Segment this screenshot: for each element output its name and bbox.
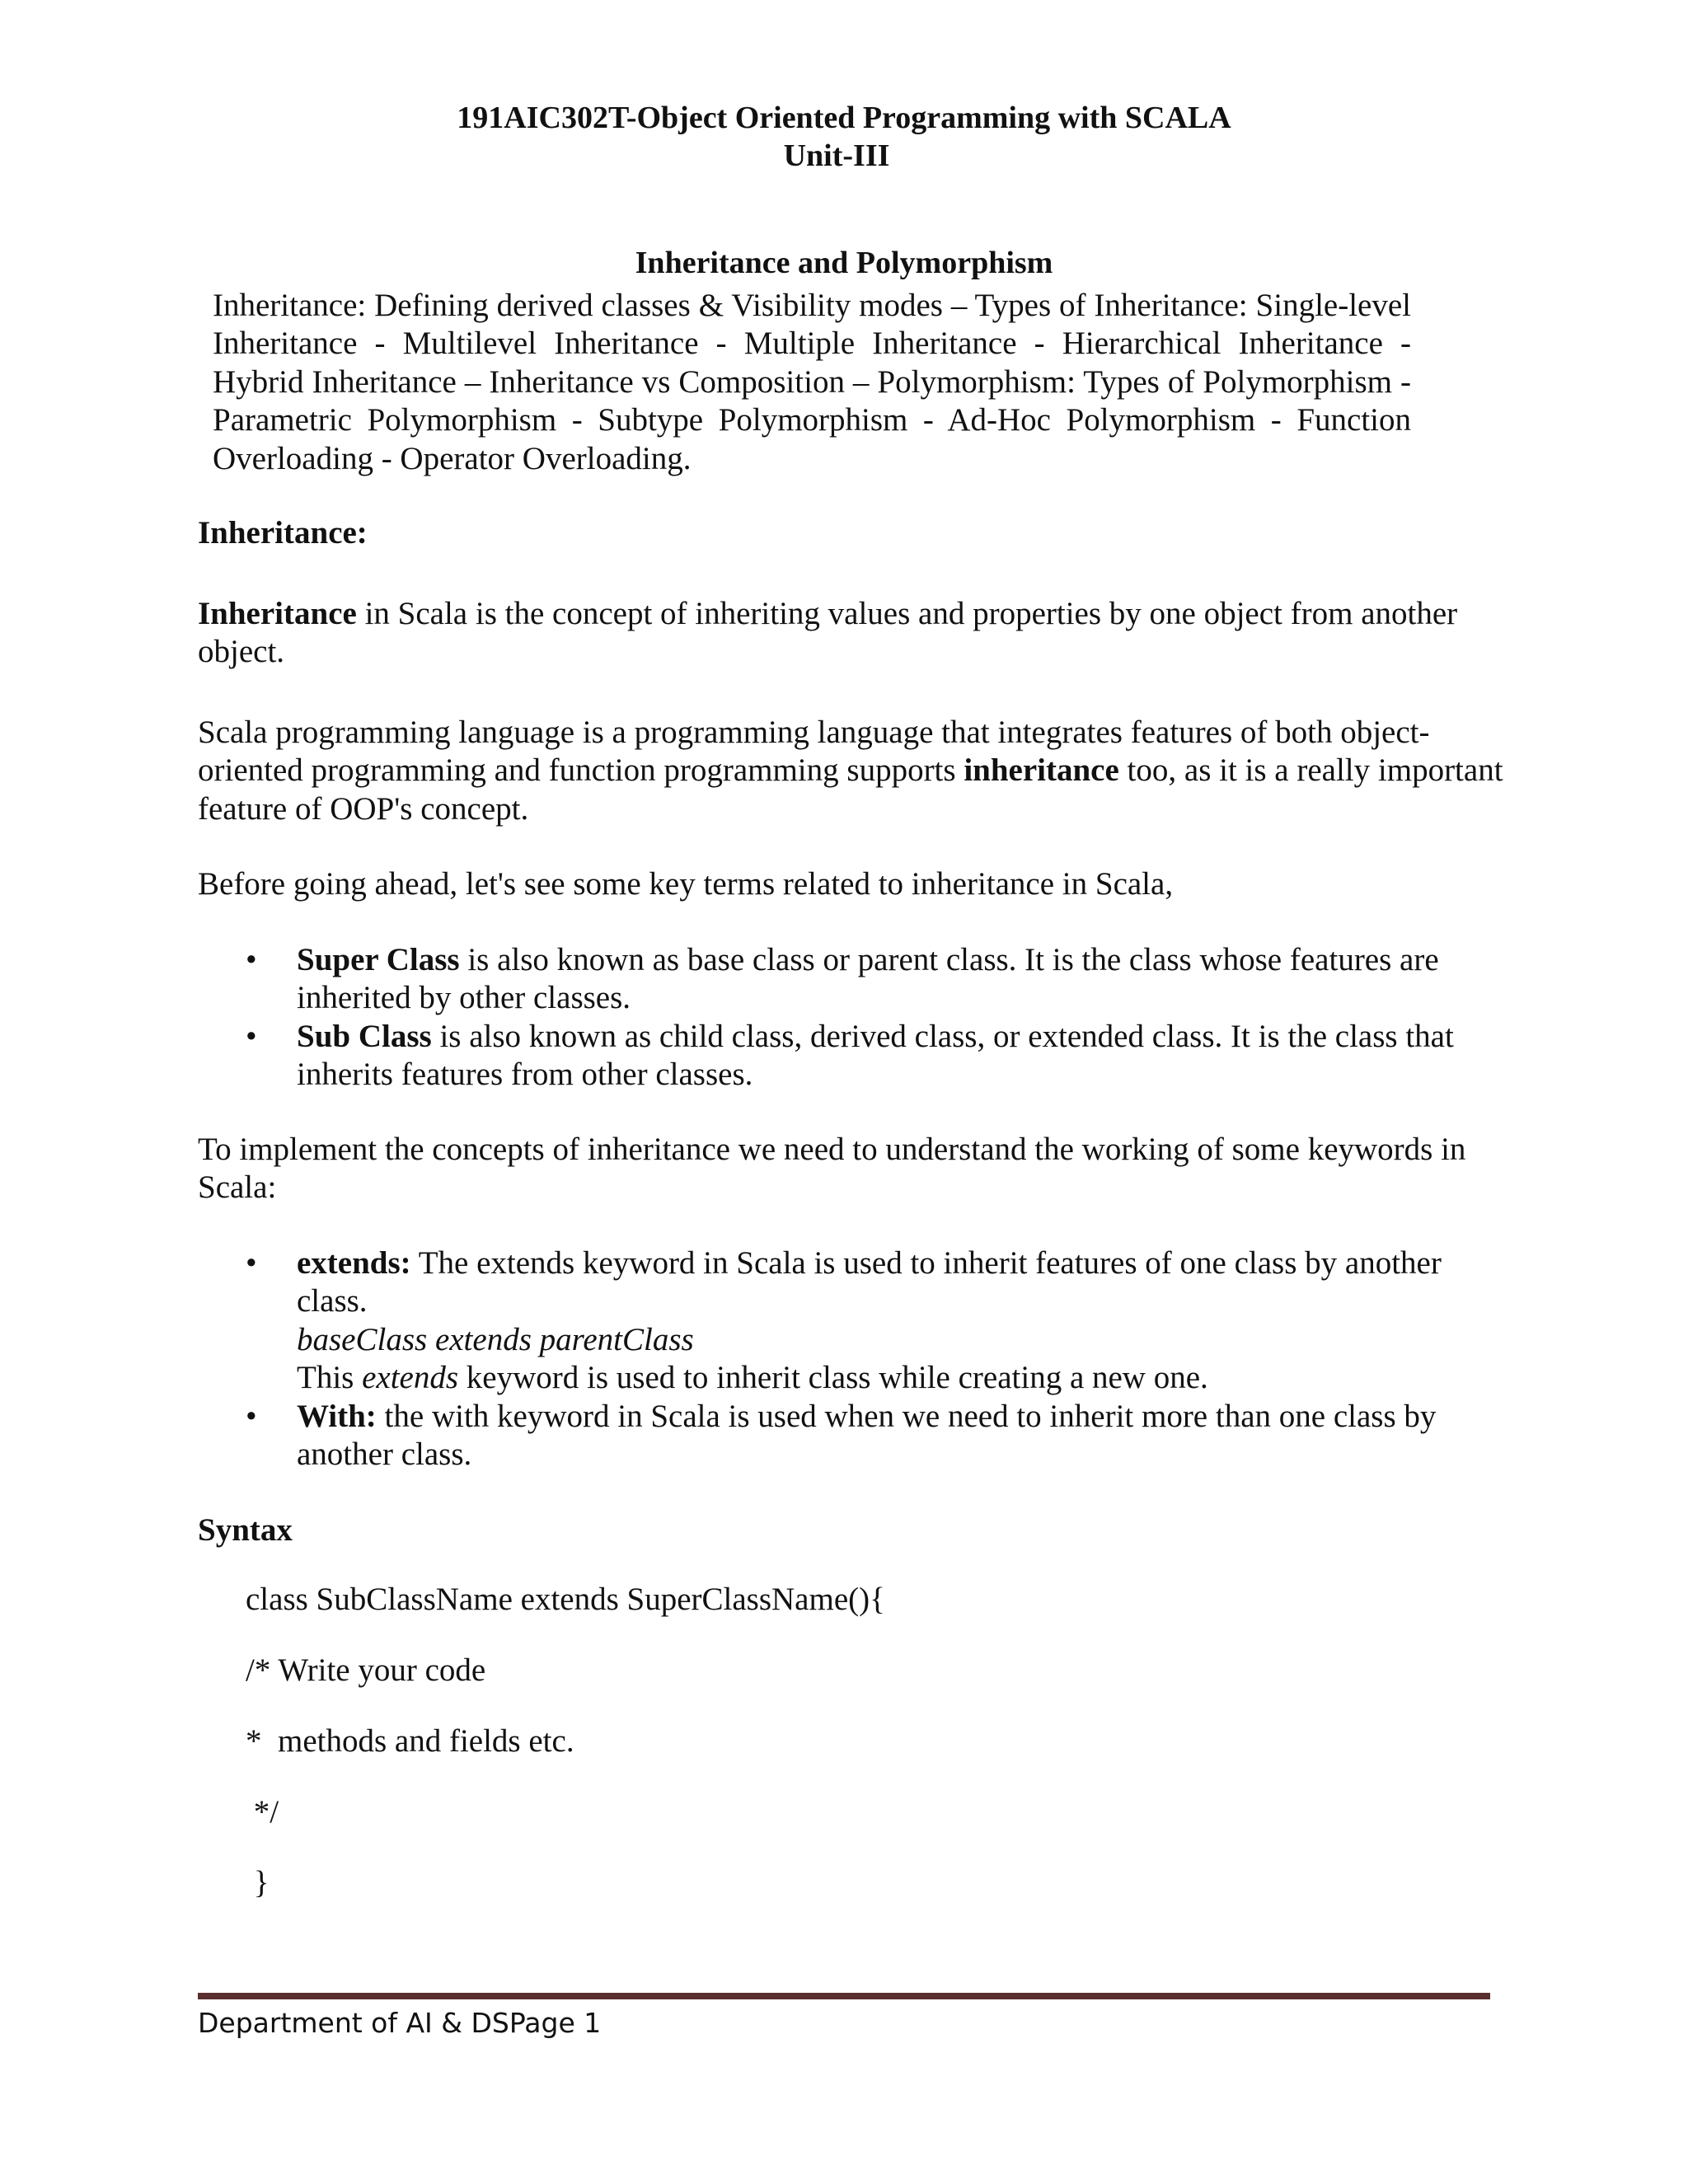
- unit-label: Unit-III: [783, 138, 890, 173]
- keyword-with-desc: the with keyword in Scala is used when we need to inherit more than one class by another class.: [297, 1398, 1437, 1473]
- keyword-with: With:: [297, 1398, 377, 1434]
- footer-rule: [198, 1993, 1490, 1999]
- list-item-sub-class: [198, 1018, 1492, 1094]
- syntax-heading: Syntax: [198, 1512, 293, 1548]
- scala-intro-paragraph: [198, 714, 1517, 828]
- keyword-extends: extends:: [297, 1245, 411, 1281]
- keywords-list: [198, 1244, 1492, 1474]
- code-line-2: /* Write your code: [246, 1652, 486, 1688]
- keyword-extends-desc: The extends keyword in Scala is used to inherit features of one class by another class.: [297, 1245, 1442, 1319]
- bullet-icon: •: [246, 1245, 257, 1281]
- code-line-3: * methods and fields etc.: [246, 1723, 574, 1759]
- syllabus-paragraph: Inheritance: Defining derived classes & Visibility modes – Types of Inheritance: Single-level Inheritance - Multilevel Inheritance - Multiple Inheritance - Hierarchical Inheritance - Hybrid Inheritance – Inheritance vs Composition – Polymorphism: Types of Polymorphism - Parametric Polymorphism - Subtype Polymorphism - Ad-Hoc Polymorphism - Function Overloading - Operator Overloading.: [213, 288, 1411, 476]
- term-sub-class-desc: is also known as child class, derived class, or extended class. It is the class that inherits features from other classes.: [297, 1018, 1454, 1093]
- key-terms-intro: Before going ahead, let's see some key terms related to inheritance in Scala,: [198, 866, 1174, 902]
- bullet-icon: •: [246, 942, 257, 977]
- course-title: 191AIC302T-Object Oriented Programming with SCALA: [457, 101, 1231, 135]
- list-item-with: [198, 1398, 1492, 1474]
- scala-intro-text-a: Scala programming language is a programming language that integrates features of both object-oriented programming and function programming supports: [198, 715, 1430, 789]
- term-super-class: Super Class: [297, 942, 460, 977]
- keyword-extends-note-a: This: [297, 1360, 363, 1396]
- term-super-class-desc: is also known as base class or parent class. It is the class whose features are inherited by other classes.: [297, 942, 1439, 1016]
- keyword-extends-note-em: extends: [362, 1360, 459, 1396]
- page-footer: Department of AI & DSPage 1: [198, 2007, 602, 2039]
- code-line-1: class SubClassName extends SuperClassName(){: [246, 1582, 885, 1617]
- keyword-extends-note-b: keyword is used to inherit class while creating a new one.: [458, 1360, 1208, 1396]
- scala-intro-text-b: too, as it is a really important feature of OOP's concept.: [198, 752, 1503, 827]
- inheritance-definition: [198, 595, 1484, 672]
- topic-title: Inheritance and Polymorphism: [635, 246, 1053, 280]
- bullet-icon: •: [246, 1018, 257, 1054]
- inheritance-definition-text: in Scala is the concept of inheriting values and properties by one object from another object.: [198, 596, 1458, 670]
- inheritance-term: Inheritance: [198, 596, 357, 631]
- code-line-4: */: [246, 1794, 279, 1830]
- keywords-intro: To implement the concepts of inheritance we need to understand the working of some keywords in Scala:: [198, 1132, 1466, 1206]
- bullet-icon: •: [246, 1398, 257, 1434]
- code-line-5: }: [246, 1865, 270, 1900]
- list-item-super-class: [198, 941, 1492, 1018]
- term-sub-class: Sub Class: [297, 1018, 432, 1054]
- scala-intro-bold: inheritance: [964, 752, 1119, 789]
- key-terms-list: [198, 941, 1492, 1094]
- list-item-extends: [198, 1244, 1492, 1398]
- section-heading-inheritance: Inheritance:: [198, 515, 368, 551]
- keyword-extends-example: baseClass extends parentClass: [297, 1321, 694, 1357]
